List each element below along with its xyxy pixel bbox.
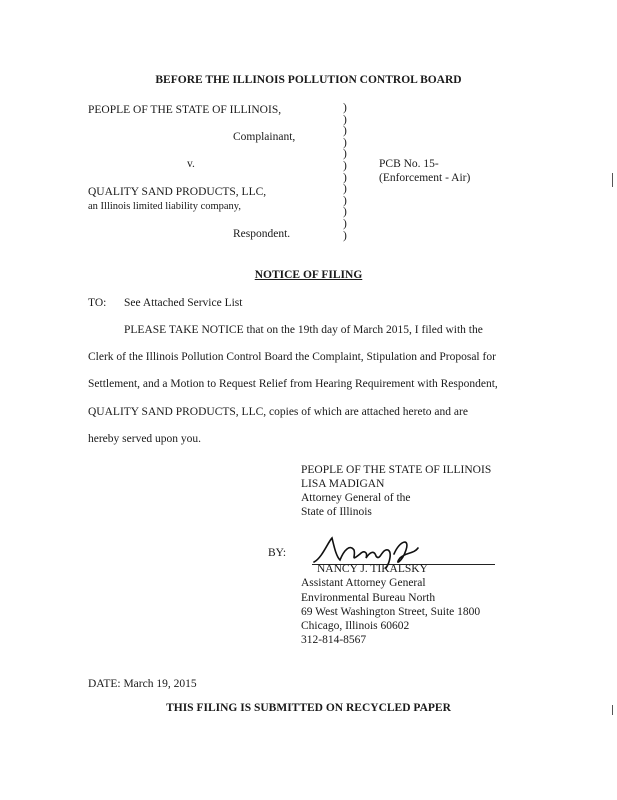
paren: ) [343, 148, 347, 161]
plaintiff-role: Complainant, [233, 131, 296, 143]
filing-date: DATE: March 19, 2015 [88, 678, 197, 690]
paren: ) [343, 125, 347, 138]
attorney-general-state: State of Illinois [301, 506, 372, 518]
defendant-role: Respondent. [233, 228, 291, 240]
defendant-name: QUALITY SAND PRODUCTS, LLC, [88, 186, 267, 198]
scan-edge-mark [612, 173, 613, 187]
body-line: QUALITY SAND PRODUCTS, LLC, copies of which are attached hereto and are [88, 406, 468, 418]
recycled-paper-note: THIS FILING IS SUBMITTED ON RECYCLED PAPER [166, 702, 451, 714]
paren: ) [343, 136, 347, 149]
signer-title: Assistant Attorney General [301, 577, 426, 589]
plaintiff-name: PEOPLE OF THE STATE OF ILLINOIS, [88, 104, 282, 116]
street-address: 69 West Washington Street, Suite 1800 [301, 606, 481, 618]
body-line: PLEASE TAKE NOTICE that on the 19th day of March 2015, I filed with the [124, 324, 483, 336]
phone-number: 312-814-8567 [301, 634, 367, 646]
body-line: Settlement, and a Motion to Request Relief from Hearing Requirement with Respondent, [88, 378, 498, 390]
scan-edge-mark [612, 705, 613, 715]
paren: ) [343, 102, 347, 114]
by-label: BY: [268, 547, 287, 559]
case-number: PCB No. 15- [379, 158, 439, 170]
to-value: See Attached Service List [124, 297, 243, 309]
paren: ) [343, 171, 347, 184]
signer-name: NANCY J. TIKALSKY [317, 563, 428, 575]
city-address: Chicago, Illinois 60602 [301, 620, 410, 632]
board-title: BEFORE THE ILLINOIS POLLUTION CONTROL BOARD [155, 74, 462, 86]
paren: ) [343, 217, 347, 230]
bureau-name: Environmental Bureau North [301, 592, 436, 604]
body-line: hereby served upon you. [88, 433, 202, 445]
case-type: (Enforcement - Air) [379, 172, 471, 184]
attorney-general-title: Attorney General of the [301, 492, 411, 504]
paren: ) [343, 159, 347, 172]
defendant-description: an Illinois limited liability company, [88, 201, 242, 212]
notice-title: NOTICE OF FILING [254, 269, 363, 281]
attorney-general-name: LISA MADIGAN [301, 478, 385, 490]
paren: ) [343, 206, 347, 219]
versus-label: v. [187, 158, 195, 170]
caption-parentheses [343, 103, 347, 242]
paren: ) [343, 194, 347, 207]
paren: ) [343, 229, 347, 242]
body-line: Clerk of the Illinois Pollution Control Board the Complaint, Stipulation and Proposal for [88, 351, 496, 363]
paren: ) [343, 183, 347, 196]
signature-party: PEOPLE OF THE STATE OF ILLINOIS [301, 464, 492, 476]
paren: ) [343, 113, 347, 126]
to-label: TO: [88, 297, 107, 309]
